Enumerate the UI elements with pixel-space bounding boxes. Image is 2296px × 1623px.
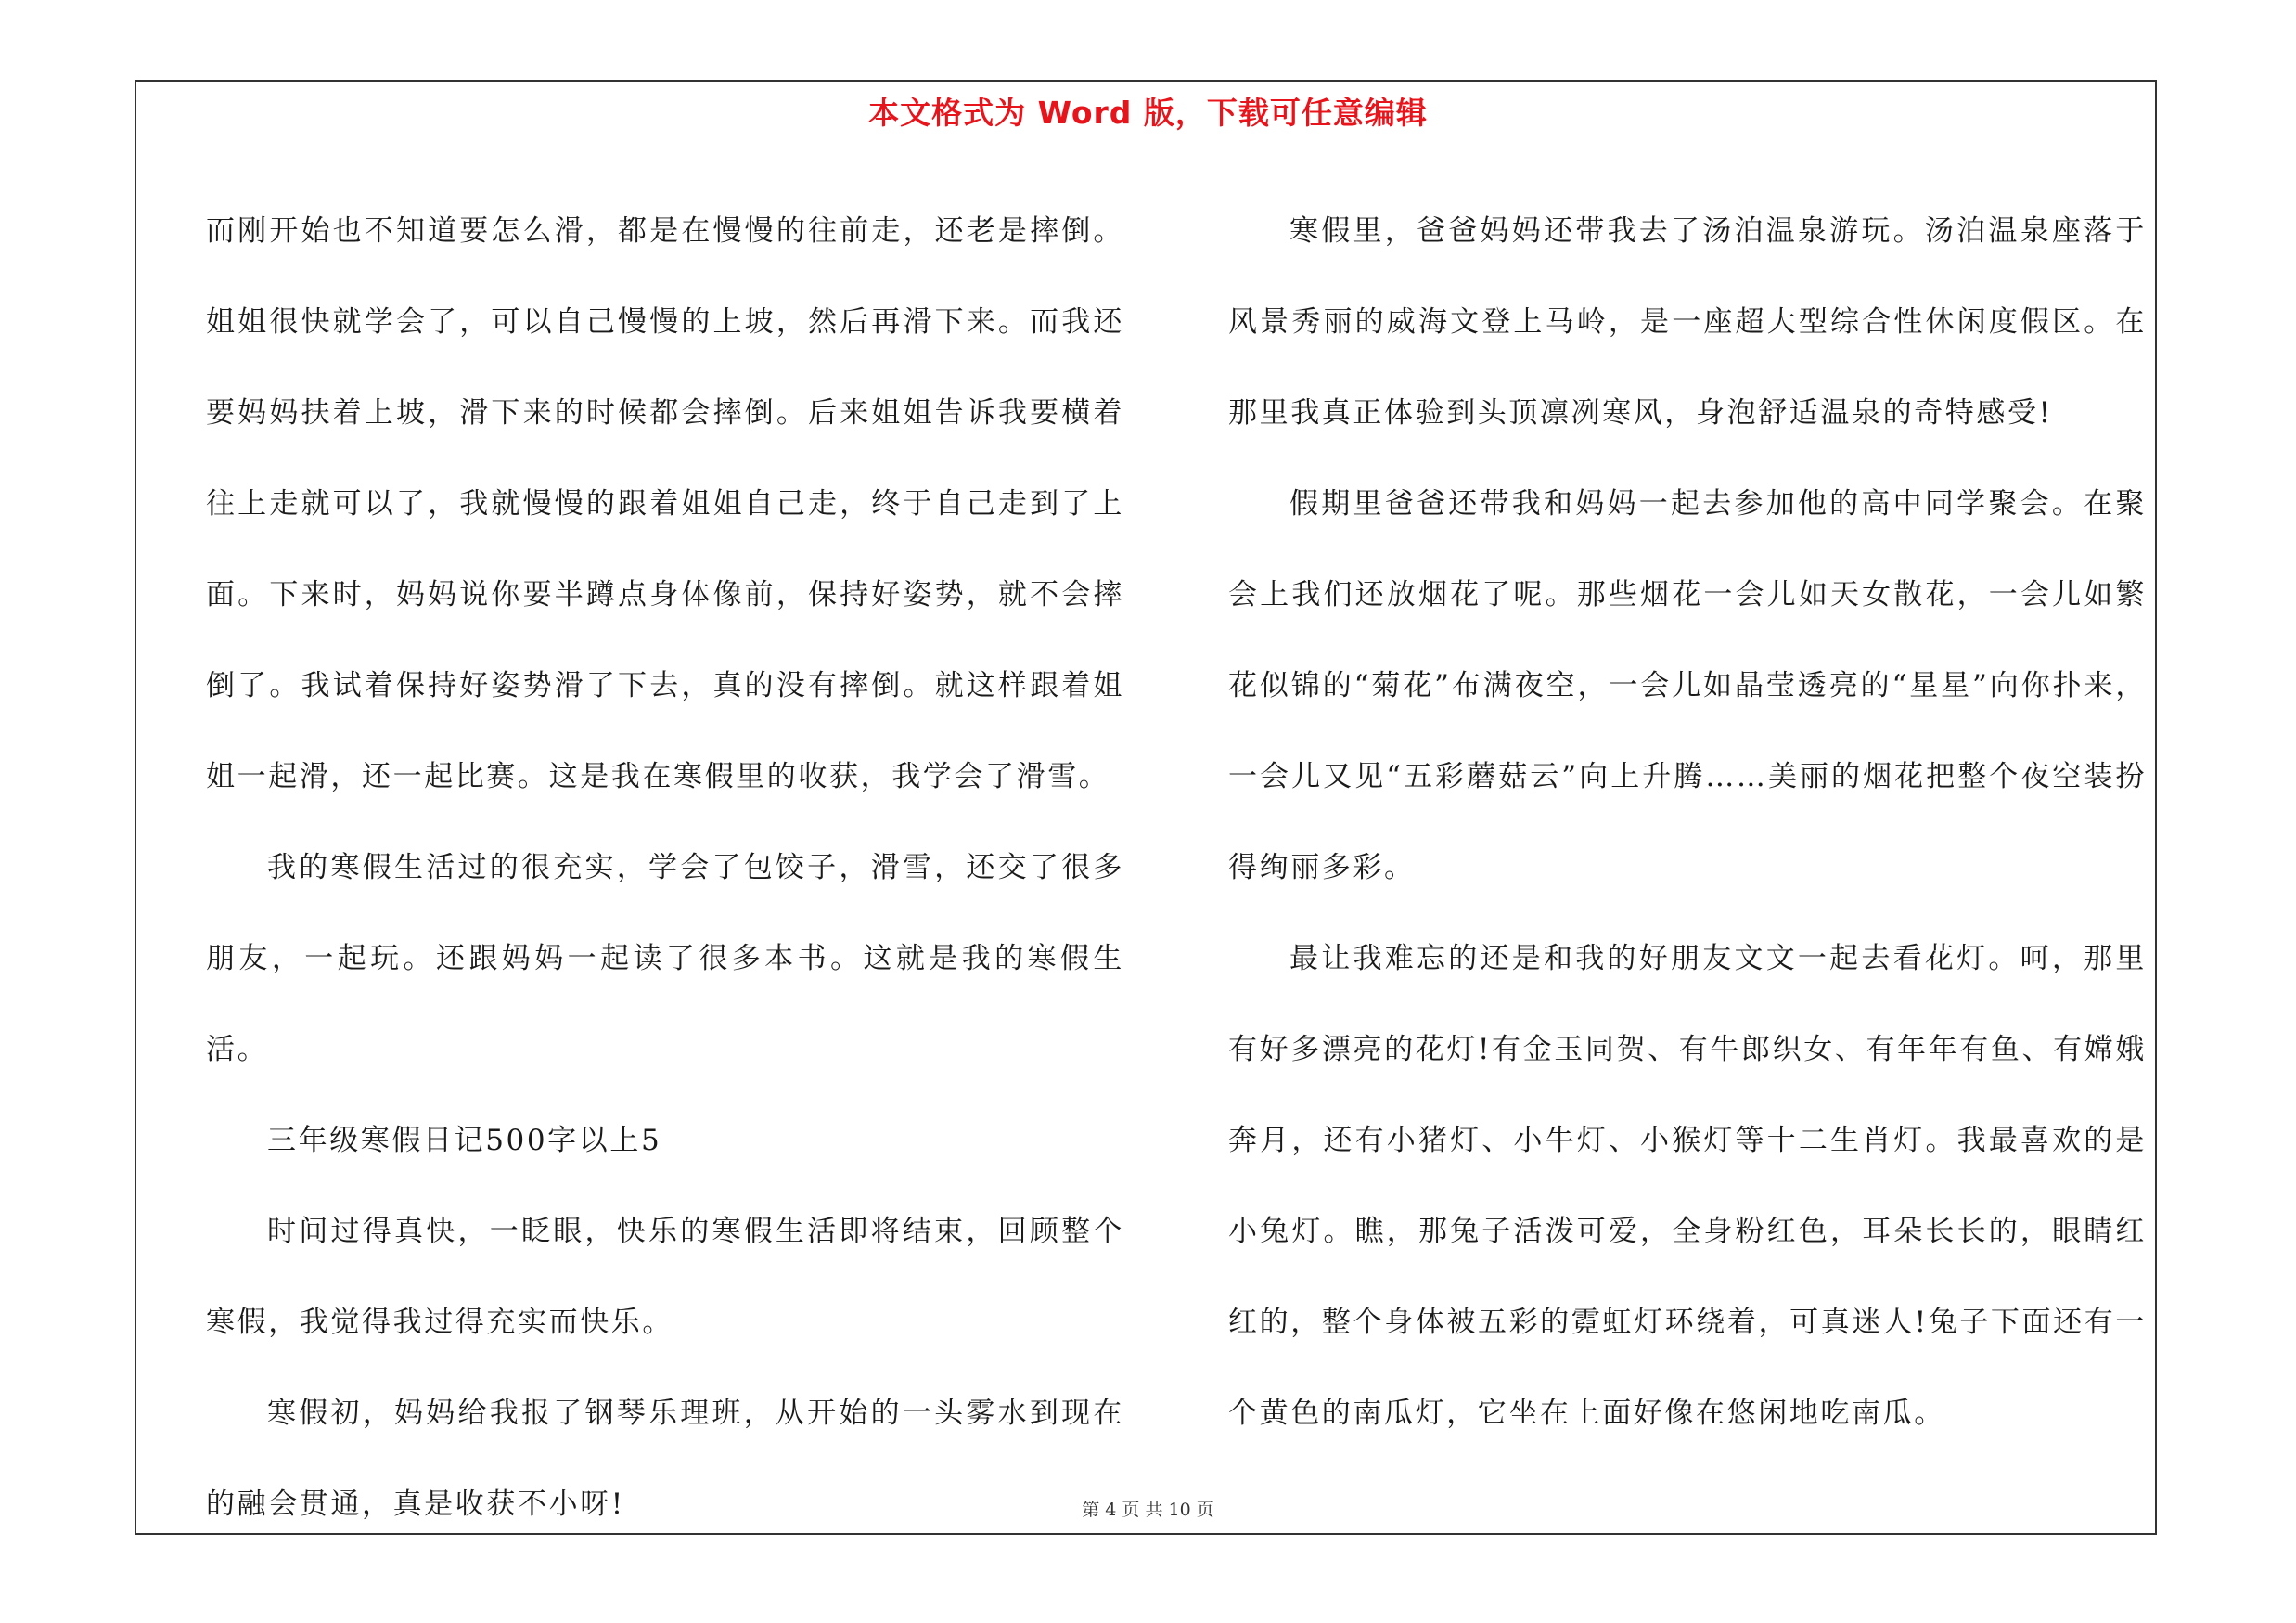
section-heading: 三年级寒假日记500字以上5 bbox=[267, 1124, 662, 1157]
page-number: 第 4 页 共 10 页 bbox=[1082, 1500, 1214, 1520]
paragraph: 寒假里，爸爸妈妈还带我去了汤泊温泉游玩。汤泊温泉座落于风景秀丽的威海文登上马岭，是一座超大型综合性休闲度假区。在那里我真正体验到头顶凛冽寒风，身泡舒适温泉的奇特感受! bbox=[1228, 214, 2147, 430]
paragraph: 最让我难忘的还是和我的好朋友文文一起去看花灯。呵，那里有好多漂亮的花灯!有金玉同贺、有牛郎织女、有年年有鱼、有嫦娥奔月，还有小猪灯、小牛灯、小猴灯等十二生肖灯。我最喜欢的是小兔灯。瞧，那兔子活泼可爱，全身粉红色，耳朵长长的，眼睛红红的，整个身体被五彩的霓虹灯环绕着，可真迷人!兔子下面还有一个黄色的南瓜灯，它坐在上面好像在悠闲地吃南瓜。 bbox=[1228, 942, 2147, 1430]
right-column bbox=[1228, 186, 2147, 1459]
paragraph: 我的寒假生活过的很充实，学会了包饺子，滑雪，还交了很多朋友，一起玩。还跟妈妈一起读了很多本书。这就是我的寒假生活。 bbox=[206, 851, 1124, 1066]
paragraph: 假期里爸爸还带我和妈妈一起去参加他的高中同学聚会。在聚会上我们还放烟花了呢。那些烟花一会儿如天女散花，一会儿如繁花似锦的“菊花”布满夜空，一会儿如晶莹透亮的“星星”向你扑来，一会儿又见“五彩蘑菇云”向上升腾……美丽的烟花把整个夜空装扮得绚丽多彩。 bbox=[1228, 487, 2147, 884]
paragraph: 寒假初，妈妈给我报了钢琴乐理班，从开始的一头雾水到现在的融会贯通，真是收获不小呀! bbox=[206, 1397, 1124, 1521]
header-banner: 本文格式为 Word 版，下载可任意编辑 bbox=[868, 95, 1428, 131]
paragraph: 时间过得真快，一眨眼，快乐的寒假生活即将结束，回顾整个寒假，我觉得我过得充实而快乐。 bbox=[206, 1215, 1124, 1339]
left-column bbox=[206, 186, 1124, 1550]
paragraph-continuation: 而刚开始也不知道要怎么滑，都是在慢慢的往前走，还老是摔倒。姐姐很快就学会了，可以自己慢慢的上坡，然后再滑下来。而我还要妈妈扶着上坡，滑下来的时候都会摔倒。后来姐姐告诉我要横着往上走就可以了，我就慢慢的跟着姐姐自己走，终于自己走到了上面。下来时，妈妈说你要半蹲点身体像前，保持好姿势，就不会摔倒了。我试着保持好姿势滑了下去，真的没有摔倒。就这样跟着姐姐一起滑，还一起比赛。这是我在寒假里的收获，我学会了滑雪。 bbox=[206, 214, 1124, 793]
